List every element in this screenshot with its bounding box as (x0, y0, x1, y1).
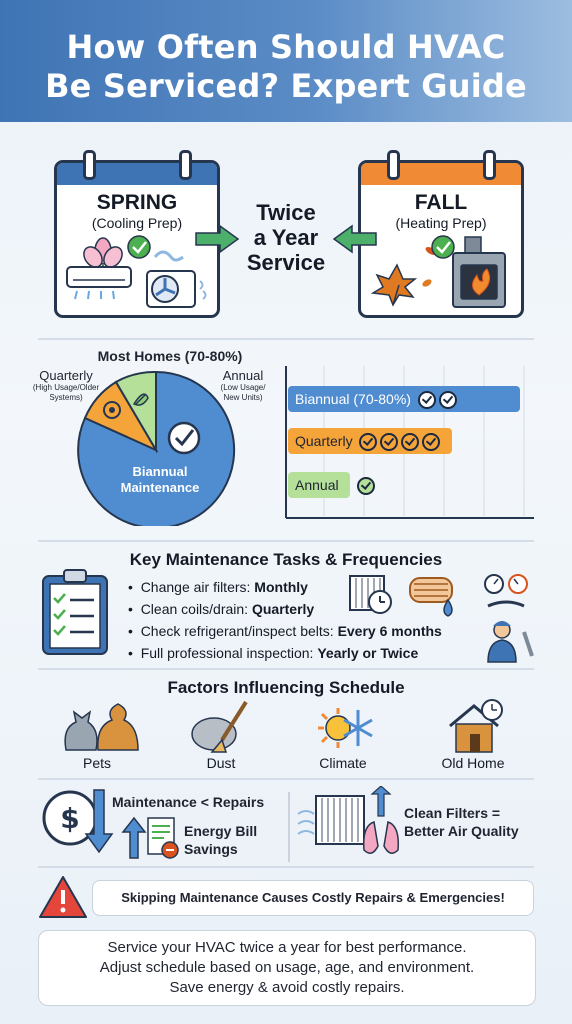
check-icon (418, 391, 436, 409)
bar-label: Biannual (70-80%) (295, 391, 411, 407)
bar-biannual (288, 386, 520, 412)
check-icon (169, 423, 199, 453)
energy-bill-icon (120, 814, 184, 860)
task-frequency: Monthly (254, 579, 308, 595)
summary-line: Save energy & avoid costly repairs. (169, 979, 405, 996)
task-frequency: Yearly or Twice (317, 645, 419, 661)
energy-savings-label (184, 822, 257, 858)
bar-label: Quarterly (295, 433, 353, 449)
task-tools-icon (346, 572, 536, 664)
center-line-2: a Year (253, 225, 319, 250)
title-line-1: How Often Should HVAC (66, 28, 506, 66)
divider (38, 338, 534, 340)
warning-icon (38, 874, 88, 920)
summary-line: Service your HVAC twice a year for best performance. (107, 939, 467, 956)
pie-center-line: Biannual (132, 464, 188, 479)
divider (38, 778, 534, 780)
coil-drop-icon (410, 578, 452, 616)
pets-icon (58, 700, 140, 754)
factor-pets: Pets (82, 755, 111, 771)
quarterly-note-line: Systems) (49, 393, 83, 402)
factor-old-home: Old Home (441, 755, 505, 771)
fall-sub-label: (Heating Prep) (395, 215, 487, 231)
center-line-1: Twice (256, 200, 316, 225)
check-icon (422, 433, 440, 451)
filters-line: Better Air Quality (404, 823, 519, 839)
fall-calendar (358, 160, 524, 318)
divider (38, 866, 534, 868)
spring-calendar-bar (57, 163, 217, 185)
summary-line: Adjust schedule based on usage, age, and environment. (99, 959, 475, 976)
factor-dust: Dust (206, 755, 236, 771)
calendar-ring-icon (483, 150, 496, 180)
spring-illustration-icon (63, 235, 211, 309)
fall-illustration-icon (367, 235, 515, 309)
annual-note-line: (Low Usage/ (220, 383, 266, 392)
summary-text (39, 938, 535, 998)
annual-label: Annual (222, 368, 264, 383)
check-icon (401, 433, 419, 451)
old-home-icon (446, 698, 506, 754)
warning-text: Skipping Maintenance Causes Costly Repairs & Emergencies! (121, 890, 505, 905)
list-item: • Check refrigerant/inspect belts: Every 6 months (128, 623, 442, 639)
list-item: • Full professional inspection: Yearly or Twice (128, 645, 419, 661)
page-title (20, 28, 552, 106)
check-icon (359, 433, 377, 451)
center-line-3: Service (246, 250, 326, 275)
divider (38, 668, 534, 670)
task-frequency: Quarterly (251, 601, 315, 617)
fall-calendar-bar (361, 163, 521, 185)
check-icon (380, 433, 398, 451)
filter-lungs-icon (296, 786, 402, 860)
dust-broom-icon (188, 700, 254, 754)
check-icon (439, 391, 457, 409)
check-icon (357, 477, 375, 495)
calendar-ring-icon (387, 150, 400, 180)
energy-line: Savings (184, 841, 238, 857)
factors-title: Factors Influencing Schedule (167, 678, 405, 697)
bar-quarterly (288, 428, 452, 454)
technician-icon (488, 621, 532, 662)
fall-season-label: FALL (414, 191, 468, 214)
task-text: Full professional inspection: (140, 645, 318, 661)
pie-title: Most Homes (70-80%) (97, 348, 243, 364)
task-frequency: Every 6 months (337, 623, 442, 639)
dollar-savings-icon (40, 786, 114, 856)
clipboard-icon (40, 568, 112, 658)
energy-line: Energy Bill (184, 823, 258, 839)
quarterly-note-line: (High Usage/Older (32, 383, 100, 392)
maintenance-vs-repairs: Maintenance < Repairs (112, 794, 265, 810)
gauge-icon (485, 575, 527, 606)
divider (288, 792, 290, 862)
warning-box (92, 880, 534, 916)
factor-climate: Climate (319, 755, 367, 771)
task-text: Change air filters: (140, 579, 255, 595)
pie-center-label (90, 464, 230, 496)
quarterly-label: Quarterly (39, 368, 93, 383)
tasks-title: Key Maintenance Tasks & Frequencies (129, 550, 443, 569)
svg-text:$: $ (60, 802, 80, 835)
divider (38, 540, 534, 542)
bar-label: Annual (295, 477, 339, 493)
clean-filters-label (404, 804, 519, 840)
task-text: Check refrigerant/inspect belts: (140, 623, 338, 639)
summary-box (38, 930, 536, 1006)
calendar-ring-icon (179, 150, 192, 180)
filters-line: Clean Filters = (404, 805, 501, 821)
bar-annual (288, 472, 350, 498)
calendar-ring-icon (83, 150, 96, 180)
pie-chart (76, 366, 236, 526)
filter-timer-icon (350, 576, 391, 613)
annual-note-line: New Units) (223, 393, 263, 402)
pie-center-line: Maintenance (120, 480, 200, 495)
spring-season-label: SPRING (96, 191, 178, 214)
list-item: • Clean coils/drain: Quarterly (128, 601, 315, 617)
list-item: • Change air filters: Monthly (128, 579, 308, 595)
twice-a-year-label (222, 200, 350, 275)
sun-snowflake-icon (312, 698, 376, 756)
title-line-2: Be Serviced? Expert Guide (45, 67, 527, 105)
task-text: Clean coils/drain: (140, 601, 252, 617)
spring-sub-label: (Cooling Prep) (91, 215, 183, 231)
